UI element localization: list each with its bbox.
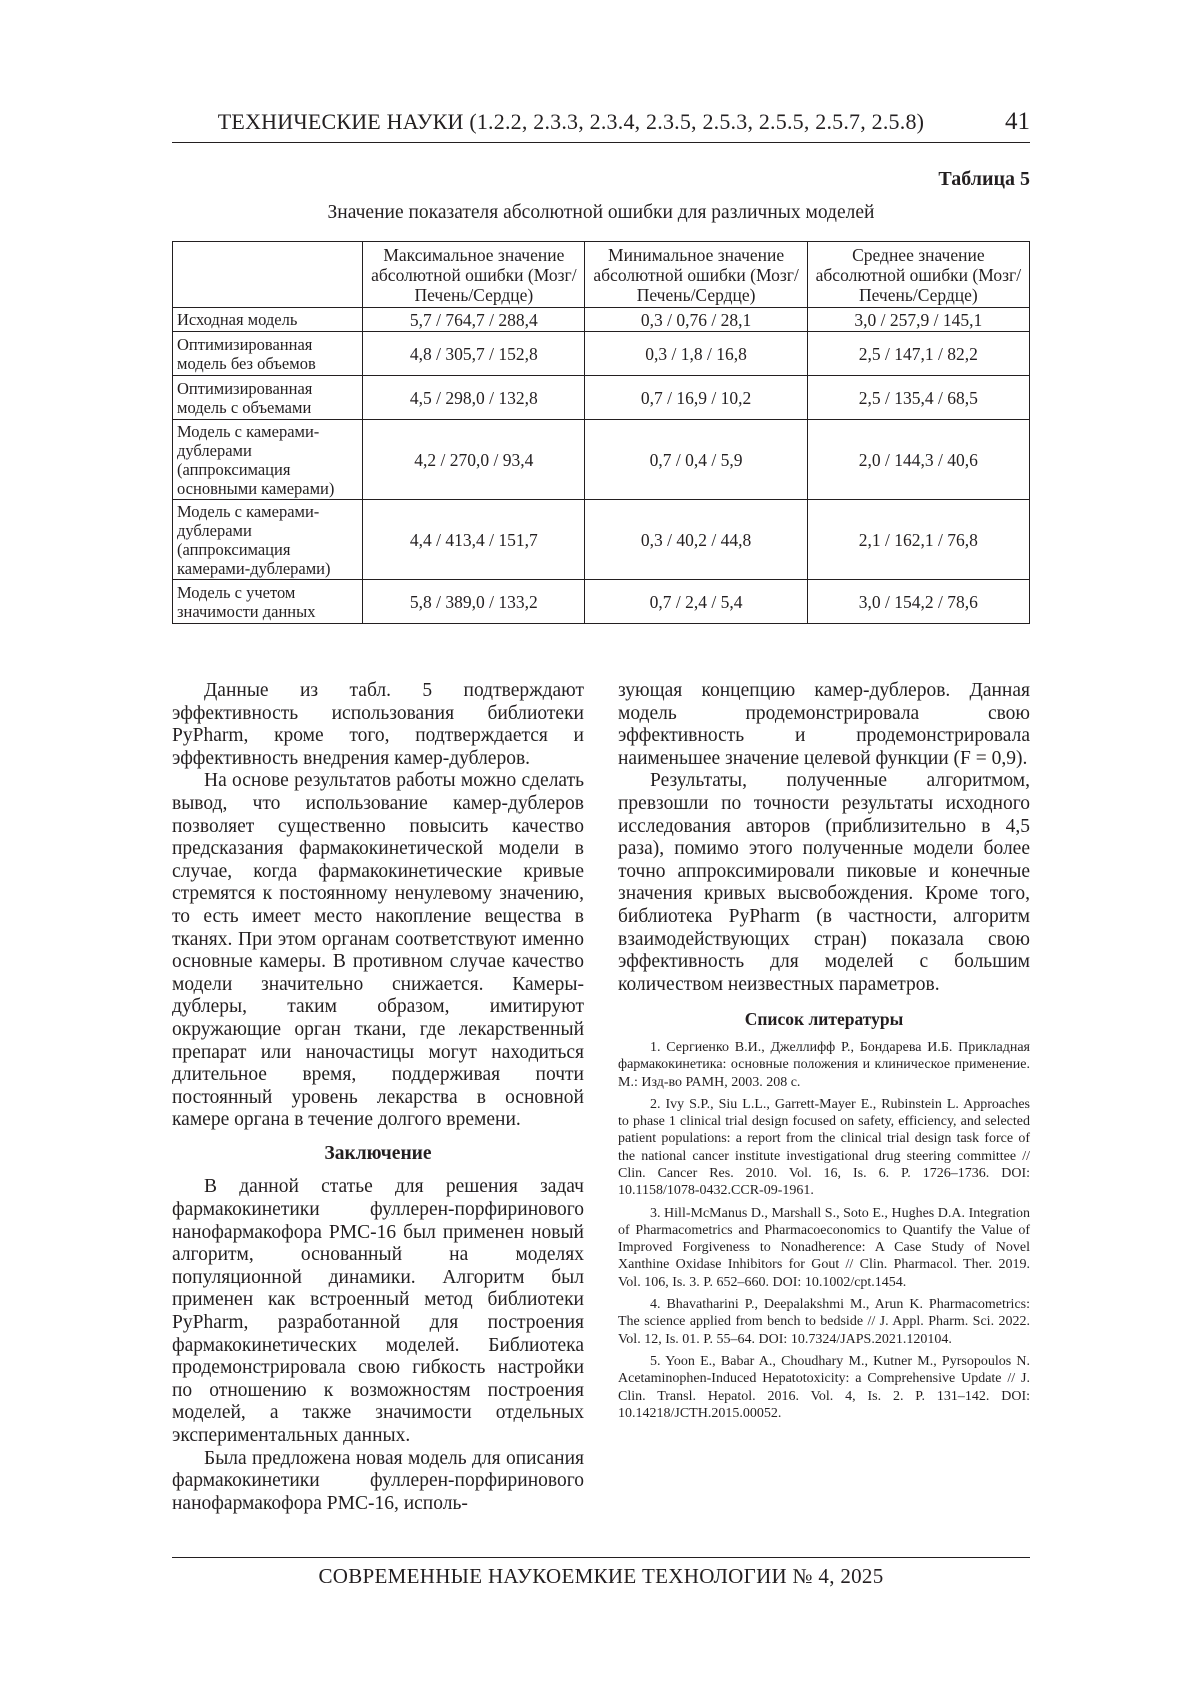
table-cell: 0,3 / 40,2 / 44,8	[585, 500, 807, 580]
body-paragraph: В данной статье для решения задач фармакокинетики фуллерен-порфиринового нанофармакофора PMC-16 был применен новый алгоритм, основанный на моделях популяционной динамики. Алгоритм был применен как встроенный метод библиотеки PyPharm, разработанной для построения фармакокинетических моделей. Библиотека продемонстрировала свою гибкость настройки по отношению к возможностям построения моделей, а также значимости отдельных экспериментальных данных.	[172, 1176, 584, 1446]
table-cell: 4,5 / 298,0 / 132,8	[363, 376, 585, 420]
row-label: Модель с камерами-дублерами (аппроксимация основными камерами)	[173, 420, 363, 500]
table-cell: 5,8 / 389,0 / 133,2	[363, 580, 585, 624]
table-cell: 3,0 / 257,9 / 145,1	[807, 308, 1029, 332]
table-row	[173, 580, 1030, 624]
table-cell: 2,1 / 162,1 / 76,8	[807, 500, 1029, 580]
table-header-row	[173, 242, 1030, 308]
table-row	[173, 332, 1030, 376]
table-row	[173, 500, 1030, 580]
table-cell: 2,5 / 147,1 / 82,2	[807, 332, 1029, 376]
reference-item: 1. Сергиенко В.И., Джеллифф Р., Бондарева И.Б. Прикладная фармакокинетика: основные положения и клиническое применение. М.: Изд-во РАМН, 2003. 208 с.	[618, 1039, 1030, 1090]
row-label: Исходная модель	[173, 308, 363, 332]
reference-item: 5. Yoon E., Babar A., Choudhary M., Kutner M., Pyrsopoulos N. Acetaminophen-Induced Hepatotoxicity: a Comprehensive Update // J. Clin. Transl. Hepatol. 2016. Vol. 4, Is. 2. P. 131–142. DOI: 10.14218/JCTH.2015.00052.	[618, 1353, 1030, 1421]
table-cell: 5,7 / 764,7 / 288,4	[363, 308, 585, 332]
reference-item: 4. Bhavatharini P., Deepalakshmi M., Arun K. Pharmacometrics: The science applied from bench to bedside // J. Appl. Pharm. Sci. 2022. Vol. 12, Is. 01. P. 55–64. DOI: 10.7324/JAPS.2021.120104.	[618, 1297, 1030, 1347]
row-label: Оптимизированная модель без объемов	[173, 332, 363, 376]
reference-item: 2. Ivy S.P., Siu L.L., Garrett-Mayer E., Rubinstein L. Approaches to phase 1 clinical trial design focused on safety, efficiency, and selected patient populations: a report from the clinical trial design task force of the national cancer institute investigational drug steering committee // Clin. Cancer Res. 2010. Vol. 16, Is. 6. P. 1726–1736. DOI: 10.1158/1078-0432.CCR-09-1961.	[618, 1096, 1030, 1199]
body-paragraph: зующая концепцию камер-дублеров. Данная модель продемонстрировала свою эффективность и продемонстрировала наименьшее значение целевой функции (F = 0,9).	[618, 680, 1030, 769]
reference-item: 3. Hill-McManus D., Marshall S., Soto E., Hughes D.A. Integration of Pharmacometrics and Pharmacoeconomics to Quantify the Value of Improved Forgiveness to Nonadherence: A Case Study of Novel Xanthine Oxidase Inhibitors for Gout // Clin. Pharmacol. Ther. 2019. Vol. 106, Is. 3. P. 652–660. DOI: 10.1002/cpt.1454.	[618, 1205, 1030, 1290]
table-cell: 4,2 / 270,0 / 93,4	[363, 420, 585, 500]
page-number: 41	[1005, 108, 1030, 135]
conclusion-heading: Заключение	[324, 1142, 432, 1164]
table-cell: 2,0 / 144,3 / 40,6	[807, 420, 1029, 500]
table-cell: 4,8 / 305,7 / 152,8	[363, 332, 585, 376]
section-title: ТЕХНИЧЕСКИЕ НАУКИ (1.2.2, 2.3.3, 2.3.4, 2.3.5, 2.5.3, 2.5.5, 2.5.7, 2.5.8)	[217, 109, 925, 134]
right-text-column	[618, 680, 1030, 1427]
table-row	[173, 376, 1030, 420]
row-label: Модель с камерами-дублерами (аппроксимация камерами-дублерами)	[173, 500, 363, 580]
table-cell: 4,4 / 413,4 / 151,7	[363, 500, 585, 580]
references-heading: Список литературы	[744, 1009, 904, 1030]
table-label: Таблица 5	[938, 168, 1030, 190]
journal-footer: СОВРЕМЕННЫЕ НАУКОЕМКИЕ ТЕХНОЛОГИИ № 4, 2025	[172, 1557, 1030, 1589]
row-label: Оптимизированная модель с объемами	[173, 376, 363, 420]
table-header-cell: Минимальное значение абсолютной ошибки (Мозг/Печень/Сердце)	[585, 242, 807, 308]
table-row	[173, 420, 1030, 500]
table-cell: 0,7 / 2,4 / 5,4	[585, 580, 807, 624]
body-paragraph: Данные из табл. 5 подтверждают эффективность использования библиотеки PyPharm, кроме того, подтверждается и эффективность внедрения камер-дублеров.	[172, 680, 584, 769]
table-cell: 2,5 / 135,4 / 68,5	[807, 376, 1029, 420]
running-header	[172, 108, 1030, 143]
body-paragraph: На основе результатов работы можно сделать вывод, что использование камер-дублеров позволяет существенно повысить качество предсказания фармакокинетической модели в случае, когда фармакокинетические кривые стремятся к постоянному ненулевому значению, то есть имеет место накопление вещества в тканях. При этом органам соответствуют именно основные камеры. В противном случае качество модели значительно снижается. Камеры-дублеры, таким образом, имитируют окружающие орган ткани, где лекарственный препарат или наночастицы могут находиться длительное время, поддерживая почти постоянный уровень лекарства в основной камере органа в течение долгого времени.	[172, 770, 584, 1131]
table-cell: 0,7 / 16,9 / 10,2	[585, 376, 807, 420]
table-header-cell	[173, 242, 363, 308]
table-header-cell: Среднее значение абсолютной ошибки (Мозг/Печень/Сердце)	[807, 242, 1029, 308]
table-row	[173, 308, 1030, 332]
results-table	[172, 241, 1030, 624]
table-cell: 0,3 / 0,76 / 28,1	[585, 308, 807, 332]
table-cell: 0,3 / 1,8 / 16,8	[585, 332, 807, 376]
table-cell: 0,7 / 0,4 / 5,9	[585, 420, 807, 500]
left-text-column	[172, 680, 584, 1515]
table-title: Значение показателя абсолютной ошибки для различных моделей	[327, 202, 875, 223]
body-paragraph: Была предложена новая модель для описания фармакокинетики фуллерен-порфиринового нанофармакофора PMC-16, исполь-	[172, 1447, 584, 1514]
table-header-cell: Максимальное значение абсолютной ошибки (Мозг/Печень/Сердце)	[363, 242, 585, 308]
body-paragraph: Результаты, полученные алгоритмом, превзошли по точности результаты исходного исследования авторов (приблизительно в 4,5 раза), помимо этого полученные модели более точно аппроксимировали пиковые и конечные значения кривых высвобождения. Кроме того, библиотека PyPharm (в частности, алгоритм взаимодействующих стран) показала свою эффективность для моделей с большим количеством неизвестных параметров.	[618, 770, 1030, 995]
table-cell: 3,0 / 154,2 / 78,6	[807, 580, 1029, 624]
row-label: Модель с учетом значимости данных	[173, 580, 363, 624]
